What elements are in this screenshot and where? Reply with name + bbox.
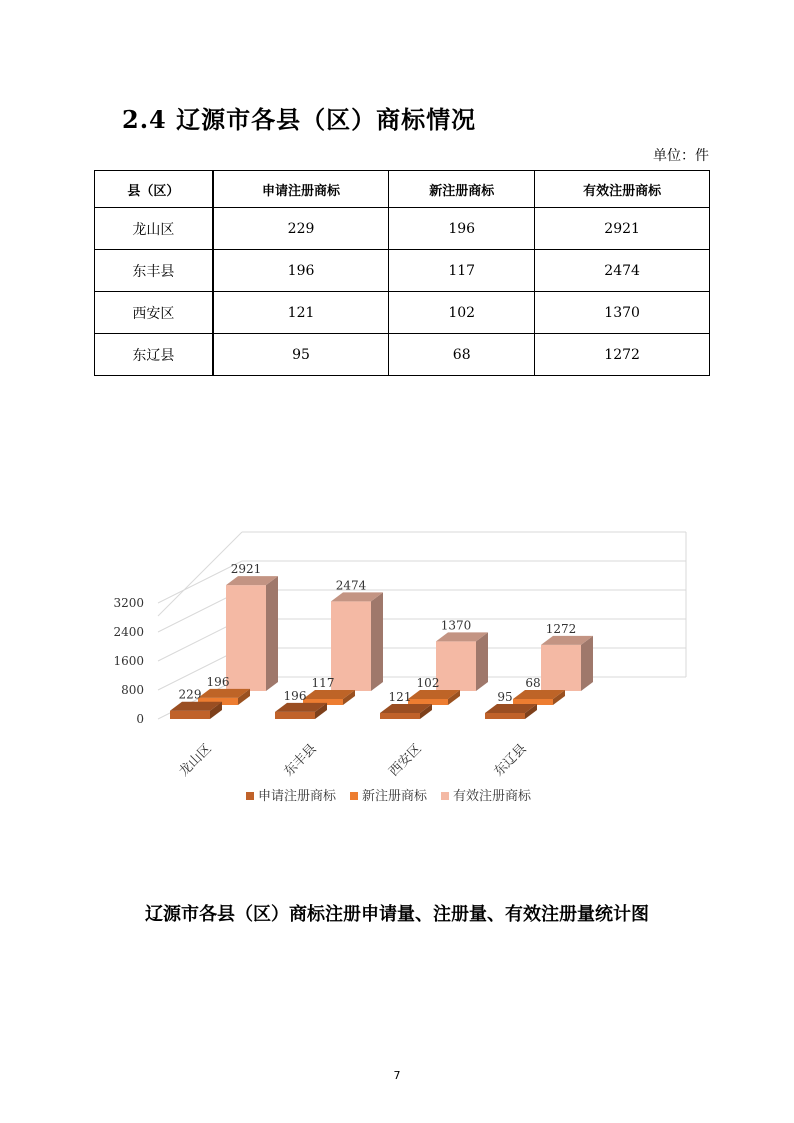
column-header: 有效注册商标 bbox=[535, 171, 710, 208]
table-cell: 95 bbox=[213, 334, 389, 376]
table-row bbox=[95, 250, 710, 292]
column-header: 县（区） bbox=[95, 171, 213, 208]
data-label: 68 bbox=[525, 676, 541, 690]
table-row bbox=[95, 292, 710, 334]
bar-side bbox=[581, 636, 593, 691]
x-category-label: 西安区 bbox=[386, 741, 425, 780]
data-label: 196 bbox=[206, 674, 230, 689]
data-label: 196 bbox=[283, 688, 307, 703]
y-tick-label: 800 bbox=[121, 683, 144, 697]
legend-label: 申请注册商标 bbox=[258, 789, 337, 804]
x-category-label: 东丰县 bbox=[281, 741, 320, 780]
data-label: 102 bbox=[416, 676, 440, 690]
section-title: 2.4 辽源市各县（区）商标情况 bbox=[122, 105, 477, 134]
table-cell: 西安区 bbox=[95, 292, 213, 334]
table-header-row bbox=[95, 171, 710, 208]
legend-swatch bbox=[246, 792, 254, 800]
bar-front bbox=[275, 712, 315, 719]
table-cell: 东辽县 bbox=[95, 334, 213, 376]
bar-front bbox=[485, 713, 525, 719]
y-tick-label: 3200 bbox=[113, 596, 144, 610]
table-cell: 68 bbox=[389, 334, 535, 376]
table-cell: 1272 bbox=[535, 334, 710, 376]
legend-swatch bbox=[350, 792, 358, 800]
page-number: 7 bbox=[393, 1069, 401, 1082]
data-label: 95 bbox=[497, 690, 513, 704]
table-cell: 229 bbox=[213, 208, 389, 250]
legend-label: 有效注册商标 bbox=[453, 789, 532, 804]
table-row bbox=[95, 208, 710, 250]
data-label: 1272 bbox=[545, 621, 577, 636]
table-cell: 东丰县 bbox=[95, 250, 213, 292]
y-tick-label: 1600 bbox=[113, 654, 144, 668]
table-row bbox=[95, 334, 710, 376]
data-label: 2474 bbox=[335, 578, 367, 593]
data-label: 1370 bbox=[440, 618, 472, 633]
bar-front bbox=[436, 641, 476, 691]
trademark-table bbox=[94, 170, 710, 376]
bar-side bbox=[266, 576, 278, 691]
x-category-label: 东辽县 bbox=[491, 741, 530, 780]
bar-front bbox=[380, 713, 420, 719]
bar-front bbox=[226, 585, 266, 691]
table-cell: 121 bbox=[213, 292, 389, 334]
data-label: 121 bbox=[388, 690, 412, 704]
table-cell: 196 bbox=[213, 250, 389, 292]
column-header: 新注册商标 bbox=[389, 171, 535, 208]
data-label: 229 bbox=[178, 687, 202, 702]
legend-label: 新注册商标 bbox=[362, 789, 428, 804]
bar-front bbox=[170, 711, 210, 719]
bar-front bbox=[331, 601, 371, 691]
table-cell: 117 bbox=[389, 250, 535, 292]
bar-side bbox=[371, 592, 383, 691]
bar-side bbox=[476, 632, 488, 691]
legend-swatch bbox=[441, 792, 449, 800]
table-cell: 196 bbox=[389, 208, 535, 250]
table-cell: 102 bbox=[389, 292, 535, 334]
table-cell: 2474 bbox=[535, 250, 710, 292]
data-label: 117 bbox=[311, 676, 335, 690]
column-header: 申请注册商标 bbox=[213, 171, 389, 208]
data-label: 2921 bbox=[230, 562, 262, 577]
x-category-label: 龙山区 bbox=[176, 741, 215, 780]
table-cell: 1370 bbox=[535, 292, 710, 334]
trademark-3d-bar-chart bbox=[100, 505, 700, 815]
y-tick-label: 0 bbox=[136, 712, 144, 726]
unit-label: 单位：件 bbox=[653, 148, 709, 164]
figure-caption: 辽源市各县（区）商标注册申请量、注册量、有效注册量统计图 bbox=[145, 904, 649, 925]
table-cell: 2921 bbox=[535, 208, 710, 250]
y-tick-label: 2400 bbox=[113, 625, 144, 639]
bar-front bbox=[541, 645, 581, 691]
table-cell: 龙山区 bbox=[95, 208, 213, 250]
